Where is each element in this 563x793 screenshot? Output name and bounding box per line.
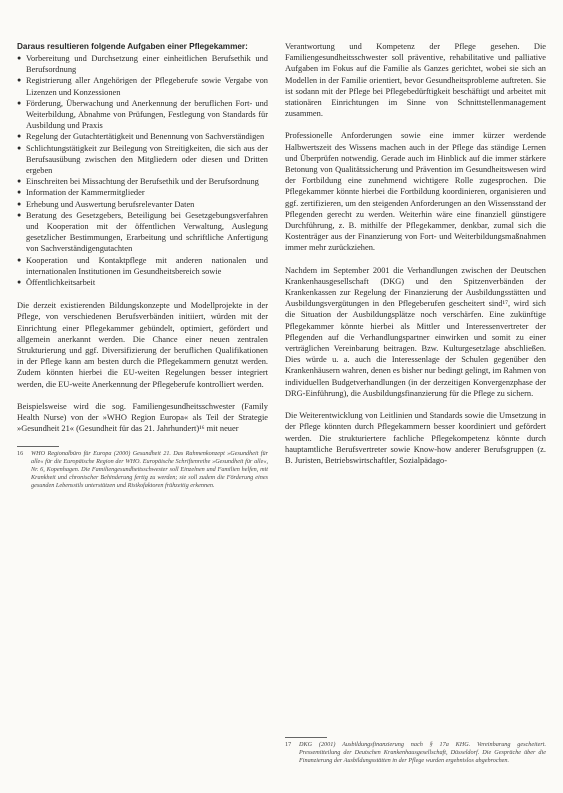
- task-list-item: ● Registrierung aller Angehörigen der Pflegeberufe sowie Vergabe von Lizenzen und Konzessionen: [17, 75, 268, 97]
- task-list-item: ● Öffentlichkeitsarbeit: [17, 277, 268, 288]
- footnote-text: DKG (2001) Ausbildungsfinanzierung nach § 17a KHG. Vereinbarung gescheitert. Pressemitteilung der Deutschen Krankenhausgesellschaft, Düsseldorf. Die Gespräche über die Finanzierung der Ausbildungsstätten in der Pflege wurden ergebnislos abgebrochen.: [299, 741, 546, 764]
- task-list-item: ● Förderung, Überwachung und Anerkennung der beruflichen Fort- und Weiterbildung, Abnahme von Prüfungen, Festlegung von Standards für Ausbildung und Praxis: [17, 98, 268, 132]
- footnote-number: 16: [17, 449, 24, 457]
- footnote-divider: [17, 446, 59, 447]
- paragraph-familiengesundheit: Beispielsweise wird die sog. Familiengesundheitsschwester (Family Health Nurse) von der »WHO Region Europa« als Teil der Strategie »Gesundheit 21« (Gesundheit für das 21. Jahrhundert)¹⁶ mit neuer: [17, 401, 268, 434]
- left-column: [17, 41, 268, 492]
- footnote-17: [285, 741, 546, 765]
- paragraph-bildungskonzepte: Die derzeit existierenden Bildungskonzepte und Modellprojekte in der Pflege, von verschiedenen Berufsverbänden initiiert, würden mit der Einrichtung einer Pflegekammer gebündelt, optimiert, gefördert und allgemein anerkannt werden. Die Chance einer neuen zentralen Strukturierung und ggf. Diversifizierung der beruflichen Qualifikationen in der Pflege kann am besten durch die Pflegekammern genutzt werden. Zudem könnten hierbei die EU-weiten Regelungen besser integriert werden, die EU-weite Anerkennung der Pflegeberufe kontrolliert werden.: [17, 301, 268, 389]
- footnote-number: 17: [285, 741, 292, 748]
- task-list-item: ● Regelung der Gutachtertätigkeit und Benennung von Sachverständigen: [17, 131, 268, 142]
- paragraph-verantwortung: Verantwortung und Kompetenz der Pflege gesehen. Die Familiengesundheitsschwester soll präventive, rehabilitative und palliative Aufgaben im Fokus auf die Familie als Ganzes gerichtet, wobei sie sich an Modellen in der Familie orientiert, bevor Gesundheitsprobleme auftreten. Sie ist sodann mit der Pflege bei Pflegebedürftigkeit beschäftigt und arbeitet mit stationären Einrichtungen im Sinne von Schnittstellenmanagement zusammen.: [285, 42, 546, 119]
- task-list-item: ● Information der Kammermitglieder: [17, 187, 268, 198]
- task-list-item: ● Kooperation und Kontaktpflege mit anderen nationalen und internationalen Institutionen im Gesundheitsbereich sowie: [17, 255, 268, 277]
- task-list-item: ● Vorbereitung und Durchsetzung einer einheitlichen Berufsethik und Berufsordnung: [17, 53, 268, 75]
- footnote-divider: [285, 737, 327, 738]
- right-column: [285, 41, 546, 477]
- task-list-item: ● Erhebung und Auswertung berufsrelevanter Daten: [17, 199, 268, 210]
- paragraph-anforderungen: Professionelle Anforderungen sowie eine immer kürzer werdende Halbwertszeit des Wissens machen auch in der Pflege das ständige Lernen und Überprüfen notwendig. Gerade auch im Hinblick auf die immer stärkere Betonung von Qualitätssicherung und Prävention im Gesundheitswesen wird der Fortbildung eine zunehmend wichtigere Rolle zugesprochen. Die Pflegekammer könnte hierbei die Fortbildung koordinieren, organisieren und ggf. zertifizieren, um den steigenden Anforderungen an den Wissensstand der Pflegenden gerecht zu werden. Weiterhin wäre eine finanziell günstigere Durchführung, z. B. mithilfe der Pflegekammer, denkbar, zumal sich die Kostenträger aus der Finanzierung von Fort- und Weiterbildungsmaßnahmen immer mehr zurückziehen.: [285, 131, 546, 253]
- task-list: [17, 53, 268, 288]
- footnote-16: [17, 450, 268, 490]
- paragraph-leitlinien: Die Weiterentwicklung von Leitlinien und Standards sowie die Umsetzung in der Pflege könnten durch Pflegekammern besser koordiniert und gefördert werden. Die strukturiertere fachliche Pflegekompetenz könnte durch hauptamtliche Berufsvertreter sowie Know-how anderer Berufsgruppen (z. B. Juristen, Betriebswirtschaftler, Sozialpädago-: [285, 411, 546, 465]
- paragraph-verhandlungen: Nachdem im September 2001 die Verhandlungen zwischen der Deutschen Krankenhausgesellschaft (DKG) und den Spitzenverbänden der Krankenkassen zur Regelung der Finanzierung der Ausbildungsstätten und Ausbildungsvergütungen in den Pflegeberufen gescheitert sind¹⁷, wird sich die Situation der Ausbildungsplätze noch verschärfen. Eine zukünftige Pflegekammer könnte hierbei als Mittler und Interessenvertreter der Pflegenden auf die Verhandlungspartner einwirken und somit zu einer verträglichen Vereinbarung beitragen. Bzw. Kulturgesetzlage abschließen. Dies würde u. a. auch die Interessenlage der Schulen gegenüber den Krankenhäusern wahren, denen es bisher nur bedingt gelingt, im Rahmen von individuellen Budgetverhandlungen (in der derzeitigen Konvergenzphase der DRG-Einführung), die Ausbildungsfinanzierung für die Pflege zu sichern.: [285, 265, 546, 398]
- footnote-text: WHO Regionalbüro für Europa (2000) Gesundheit 21. Das Rahmenkonzept »Gesundheit für alle« für die Europäische Region der WHO. Europäische Schriftenreihe »Gesundheit für alle«, Nr. 6, Kopenhagen. Die Familiengesundheitsschwester soll Einzelnen und Familien helfen, mit Krankheit und chronischer Behinderung fertig zu werden; sie soll zudem die Förderung eines gesunden Lebensstils unterstützen und Risikofaktoren frühzeitig erkennen.: [31, 449, 268, 489]
- task-list-item: ● Beratung des Gesetzgebers, Beteiligung bei Gesetzgebungsverfahren und Kooperation mit der öffentlichen Verwaltung, Auslegung gesetzlicher Bestimmungen, Erarbeitung und schriftliche Anfertigung von Sachverständigengutachten: [17, 210, 268, 255]
- right-footnotes: [285, 731, 546, 767]
- task-list-item: ● Schlichtungstätigkeit zur Beilegung von Streitigkeiten, die sich aus der Berufsausübung zwischen den Mitgliedern oder diesen und Dritten ergeben: [17, 143, 268, 177]
- section-heading: Daraus resultieren folgende Aufgaben einer Pflegekammer:: [17, 42, 248, 51]
- task-list-item: ● Einschreiten bei Missachtung der Berufsethik und der Berufsordnung: [17, 176, 268, 187]
